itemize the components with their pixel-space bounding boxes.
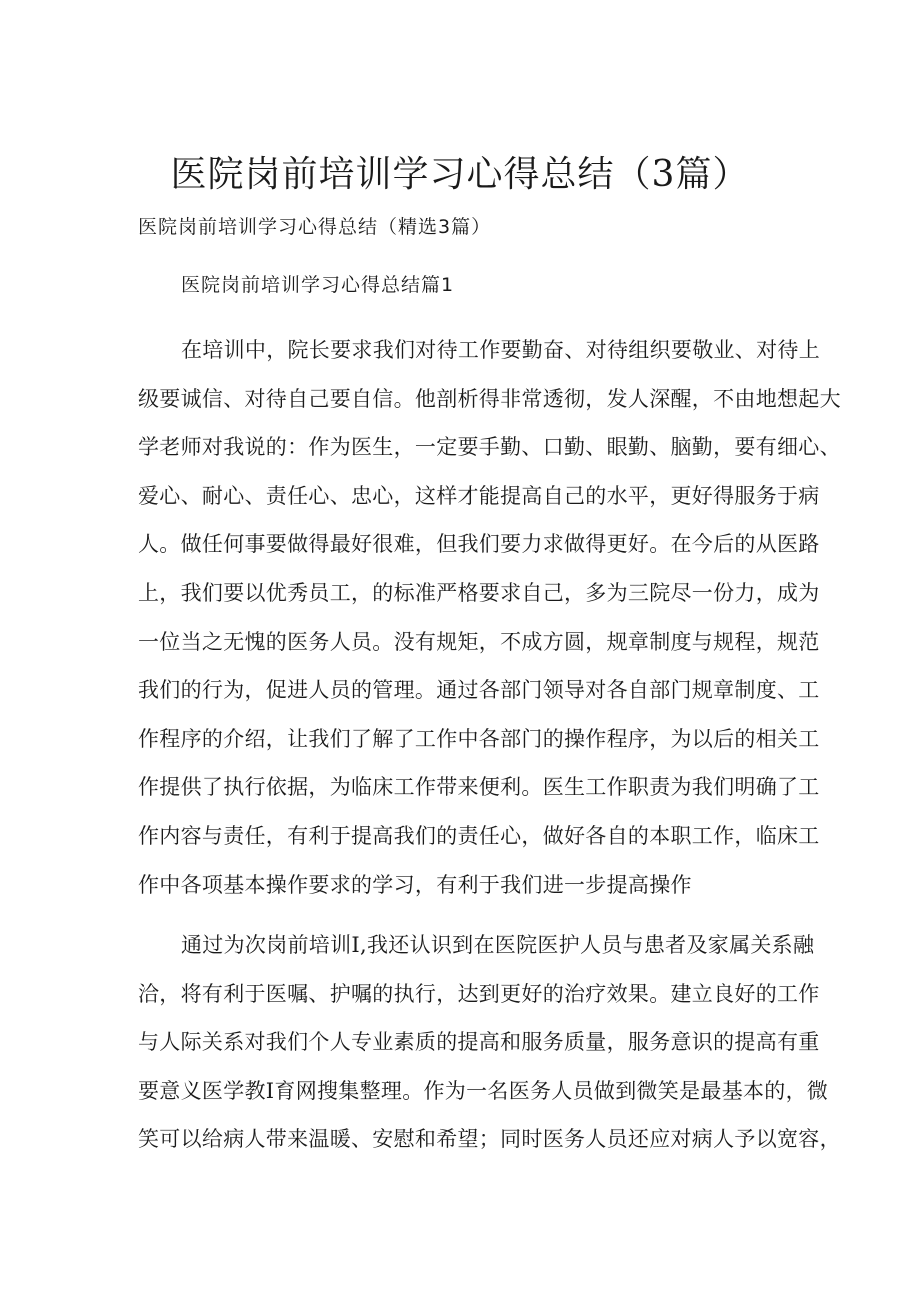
paragraph-line: 学老师对我说的：作为医生，一定要手勤、口勤、眼勤、脑勤，要有细心、 bbox=[138, 435, 841, 460]
paragraph-line: 作提供了执行依据，为临床工作带来便利。医生工作职责为我们明确了工 bbox=[138, 775, 820, 800]
document-subtitle: 医院岗前培训学习心得总结（精选3篇） bbox=[138, 216, 492, 238]
paragraph-line: 爱心、耐心、责任心、忠心，这样才能提高自己的水平，更好得服务于病 bbox=[138, 483, 820, 508]
paragraph-line: 在培训中，院长要求我们对待工作要勤奋、对待组织要敬业、对待上 bbox=[181, 338, 820, 362]
paragraph-line: 通过为次岗前培训I,我还认识到在医院医护人员与患者及家属关系融 bbox=[181, 933, 815, 957]
paragraph-line: 要意义医学教I育网搜集整理。作为一名医务人员做到微笑是最基本的，微 bbox=[138, 1078, 829, 1103]
paragraph-line: 我们的行为，促进人员的管理。通过各部门领导对各自部门规章制度、工 bbox=[138, 678, 820, 703]
paragraph-line: 洽，将有利于医嘱、护嘱的执行，达到更好的治疗效果。建立良好的工作 bbox=[138, 981, 820, 1006]
paragraph-line: 作中各项基本操作要求的学习，有利于我们进一步提高操作 bbox=[138, 872, 692, 897]
paragraph-line: 一位当之无愧的医务人员。没有规矩，不成方圆，规章制度与规程，规范 bbox=[138, 629, 820, 654]
paragraph-line: 笑可以给病人带来温暖、安慰和希望；同时医务人员还应对病人予以宽容， bbox=[138, 1127, 841, 1152]
paragraph-line: 级要诚信、对待自己要自信。他剖析得非常透彻，发人深醒，不由地想起大 bbox=[138, 386, 841, 411]
paragraph-line: 与人际关系对我们个人专业素质的提高和服务质量，服务意识的提高有重 bbox=[138, 1030, 820, 1055]
paragraph-1 bbox=[138, 333, 841, 916]
paragraph-line: 作程序的介绍，让我们了解了工作中各部门的操作程序，为以后的相关工 bbox=[138, 726, 820, 751]
paragraph-line: 上，我们要以优秀员工，的标准严格要求自己，多为三院尽一份力，成为 bbox=[138, 580, 820, 605]
section-heading: 医院岗前培训学习心得总结篇1 bbox=[181, 274, 455, 296]
paragraph-line: 人。做任何事要做得最好很难，但我们要力求做得更好。在今后的从医路 bbox=[138, 532, 820, 557]
document-title: 医院岗前培训学习心得总结（3篇） bbox=[170, 154, 750, 195]
paragraph-line: 作内容与责任，有利于提高我们的责任心，做好各自的本职工作，临床工 bbox=[138, 823, 820, 848]
paragraph-2 bbox=[138, 928, 841, 1171]
